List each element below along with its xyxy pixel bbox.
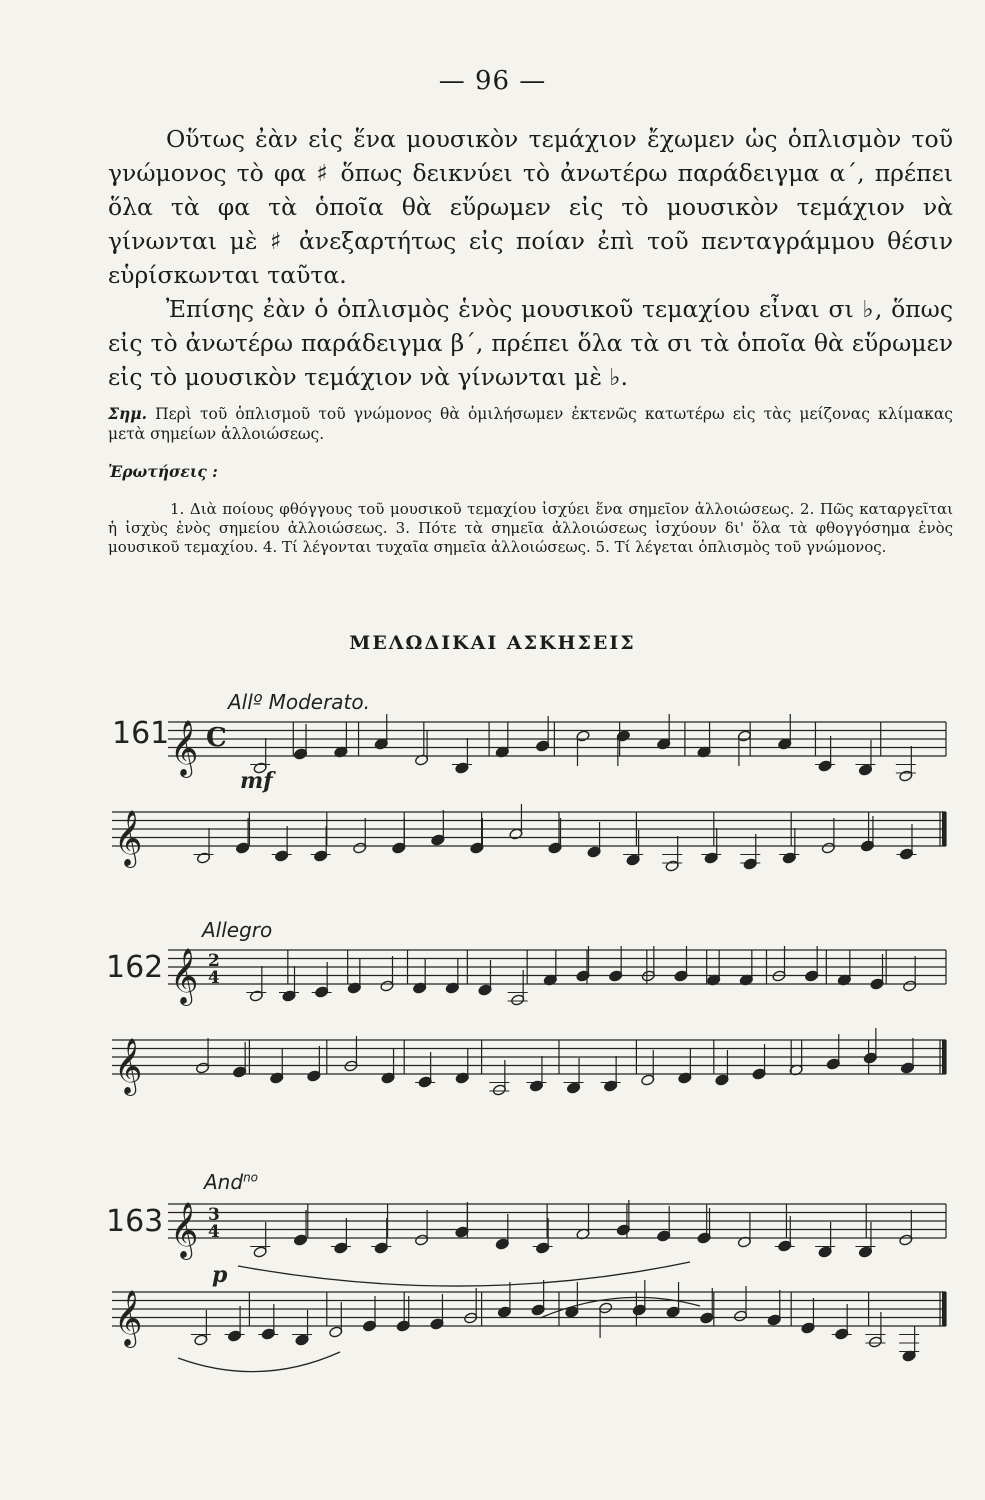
- exercise-number-162: 162: [106, 950, 164, 985]
- footnote-label: Σημ.: [108, 404, 147, 423]
- slur: [238, 1262, 690, 1286]
- treble-clef-icon: 𝄞: [170, 720, 199, 776]
- dynamic-163: p: [212, 1262, 228, 1288]
- treble-clef-icon: 𝄞: [170, 948, 199, 1004]
- tempo-162: Allegro: [202, 918, 273, 942]
- final-barline-thick: [942, 812, 946, 846]
- staves: [112, 722, 946, 1372]
- treble-clef-icon: 𝄞: [114, 1038, 143, 1094]
- notes: [191, 714, 919, 1362]
- staff: [168, 722, 946, 756]
- score-text: [114, 720, 227, 1348]
- dynamic-161: mf: [240, 768, 273, 794]
- section-title: ΜΕΛΩΔΙΚΑΙ ΑΣΚΗΣΕΙΣ: [349, 632, 636, 654]
- treble-clef-icon: 𝄞: [170, 1202, 199, 1258]
- treble-clef-icon: 𝄞: [114, 1290, 143, 1346]
- staff: [112, 1292, 946, 1326]
- time-signature-bottom: 4: [208, 968, 220, 988]
- exercise-number-161: 161: [112, 716, 170, 751]
- exercise-number-163: 163: [106, 1204, 164, 1239]
- page-number: — 96 —: [438, 66, 547, 96]
- time-signature-top: 3: [208, 1205, 220, 1225]
- slur: [178, 1352, 340, 1372]
- final-barline-thick: [942, 1040, 946, 1074]
- footnote-text: Περὶ τοῦ ὁπλισμοῦ τοῦ γνώμονος θὰ ὁμιλήσωμεν ἐκτενῶς κατωτέρω εἰς τὰς μείζονας κλίμακας μετὰ σημείων ἀλλοιώσεως.: [108, 405, 953, 443]
- time-signature-bottom: 4: [208, 1222, 220, 1242]
- tempo-163: And$^{no}$: [204, 1170, 259, 1194]
- staff: [168, 1204, 946, 1238]
- staff: [112, 812, 946, 846]
- staff: [168, 950, 946, 984]
- tempo-161: Allº Moderato.: [228, 690, 370, 714]
- final-barline-thick: [942, 1292, 946, 1326]
- time-signature: C: [206, 723, 227, 753]
- paragraph-2: Ἐπίσης ἐὰν ὁ ὁπλισμὸς ἑνὸς μουσικοῦ τεμαχίου εἶναι σι ♭, ὅπως εἰς τὸ ἀνωτέρω παράδειγμα β΄, πρέπει ὅλα τὰ σι τὰ ὁποῖα θὰ εὕρωμεν εἰς τὸ μουσικὸν τεμάχιον νὰ γίνωνται μὲ ♭.: [108, 295, 953, 391]
- time-signature-top: 2: [208, 951, 220, 971]
- treble-clef-icon: 𝄞: [114, 810, 143, 866]
- questions-heading: Ἐρωτήσεις :: [108, 462, 218, 481]
- questions-text: 1. Διὰ ποίους φθόγγους τοῦ μουσικοῦ τεμαχίου ἰσχύει ἕνα σημεῖον ἀλλοιώσεως. 2. Πῶς καταργεῖται ἡ ἰσχὺς ἑνὸς σημείου ἀλλοιώσεως. 3. Πότε τὰ σημεῖα ἀλλοιώσεως ἰσχύουν δι' ὅλα τὰ φθογγόσημα ἑνὸς μουσικοῦ τεμαχίου. 4. Τί λέγονται τυχαῖα σημεῖα ἀλλοιώσεως. 5. Τί λέγεται ὁπλισμὸς τοῦ γνώμονος.: [108, 500, 953, 556]
- paragraph-1: Οὕτως ἐὰν εἰς ἕνα μουσικὸν τεμάχιον ἔχωμεν ὡς ὁπλισμὸν τοῦ γνώμονος τὸ φα ♯ ὅπως δεικνύει τὸ ἀνωτέρω παράδειγμα α΄, πρέπει ὅλα τὰ φα τὰ ὁποῖα θὰ εὕρωμεν εἰς τὸ μουσικὸν τεμάχιον νὰ γίνωνται μὲ ♯ ἀνεξαρτήτως εἰς ποίαν ἐπὶ τοῦ πενταγράμμου θέσιν εὑρίσκωνται ταῦτα.: [108, 125, 953, 289]
